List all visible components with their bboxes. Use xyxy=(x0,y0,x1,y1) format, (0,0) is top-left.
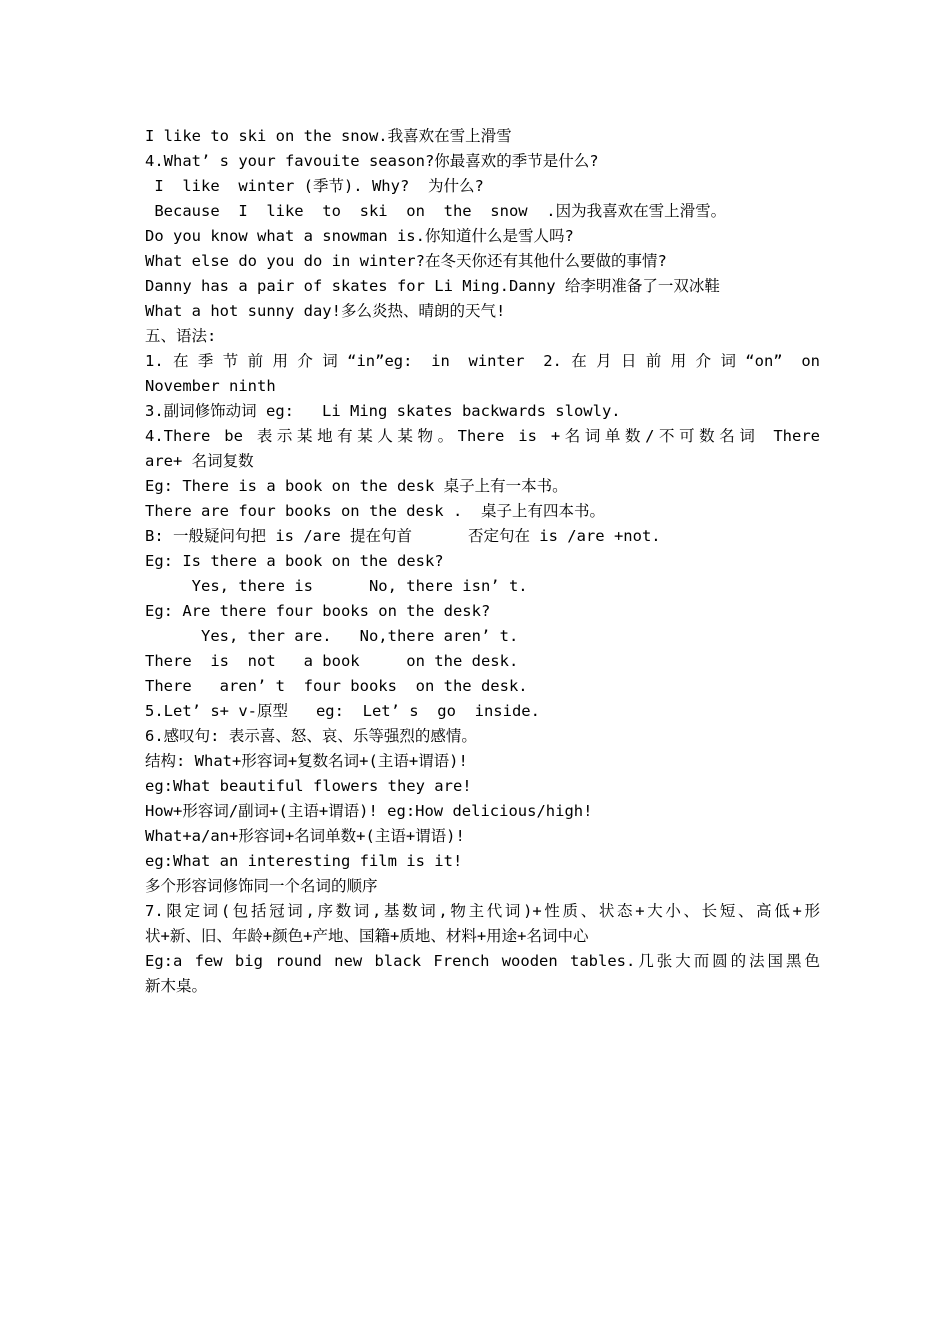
text-line: What else do you do in winter?在冬天你还有其他什么要做的事情? xyxy=(145,252,667,270)
text-line: There is not a book on the desk. xyxy=(145,652,519,670)
text-line: eg:What an interesting film is it! xyxy=(145,852,463,870)
text-line: B: 一般疑问句把 is /are 提在句首 否定句在 is /are +not. xyxy=(145,527,661,545)
text-line: 结构: What+形容词+复数名词+(主语+谓语)! xyxy=(145,752,468,770)
text-line: Eg:a few big round new black French wooden tables.几张大而圆的法国黑色 xyxy=(145,952,820,970)
text-line: Eg: There is a book on the desk 桌子上有一本书。 xyxy=(145,477,568,495)
text-line: Yes, ther are. No,there aren’ t. xyxy=(145,627,519,645)
text-line: 状+新、旧、年龄+颜色+产地、国籍+质地、材料+用途+名词中心 xyxy=(145,927,589,945)
text-line: Because I like to ski on the snow .因为我喜欢在雪上滑雪。 xyxy=(145,202,727,220)
text-line: 新木桌。 xyxy=(145,977,208,995)
text-line: There are four books on the desk . 桌子上有四本书。 xyxy=(145,502,605,520)
text-line: 4.What’ s your favouite season?你最喜欢的季节是什么? xyxy=(145,152,599,170)
text-line: eg:What beautiful flowers they are! xyxy=(145,777,472,795)
text-line: Eg: Is there a book on the desk? xyxy=(145,552,444,570)
text-line: There aren’ t four books on the desk. xyxy=(145,677,528,695)
text-line: Do you know what a snowman is.你知道什么是雪人吗? xyxy=(145,227,574,245)
text-line: Eg: Are there four books on the desk? xyxy=(145,602,491,620)
text-line: 7.限定词(包括冠词,序数词,基数词,物主代词)+性质、状态+大小、长短、高低+形 xyxy=(145,902,820,920)
text-line: 多个形容词修饰同一个名词的顺序 xyxy=(145,877,378,895)
text-line: I like winter (季节). Why? 为什么? xyxy=(145,177,484,195)
text-line: 1.在季节前用介词“in”eg: in winter 2.在月日前用介词“on” on xyxy=(145,352,820,370)
text-line: Yes, there is No, there isn’ t. xyxy=(145,577,528,595)
text-line: 6.感叹句: 表示喜、怒、哀、乐等强烈的感情。 xyxy=(145,727,477,745)
text-line: How+形容词/副词+(主语+谓语)! eg:How delicious/high! xyxy=(145,802,593,820)
text-line: What+a/an+形容词+名词单数+(主语+谓语)! xyxy=(145,827,465,845)
text-line: 5.Let’ s+ v-原型 eg: Let’ s go inside. xyxy=(145,702,540,720)
text-line: I like to ski on the snow.我喜欢在雪上滑雪 xyxy=(145,127,512,145)
text-line: 3.副词修饰动词 eg: Li Ming skates backwards slowly. xyxy=(145,402,621,420)
text-line: 4.There be 表示某地有某人某物。There is +名词单数/不可数名词 There xyxy=(145,427,820,445)
document-body xyxy=(145,124,820,999)
section-heading: 五、语法: xyxy=(145,327,217,345)
text-line: What a hot sunny day!多么炎热、晴朗的天气! xyxy=(145,302,506,320)
text-line: are+ 名词复数 xyxy=(145,452,254,470)
text-line: November ninth xyxy=(145,377,276,395)
text-line: Danny has a pair of skates for Li Ming.Danny 给李明准备了一双冰鞋 xyxy=(145,277,720,295)
